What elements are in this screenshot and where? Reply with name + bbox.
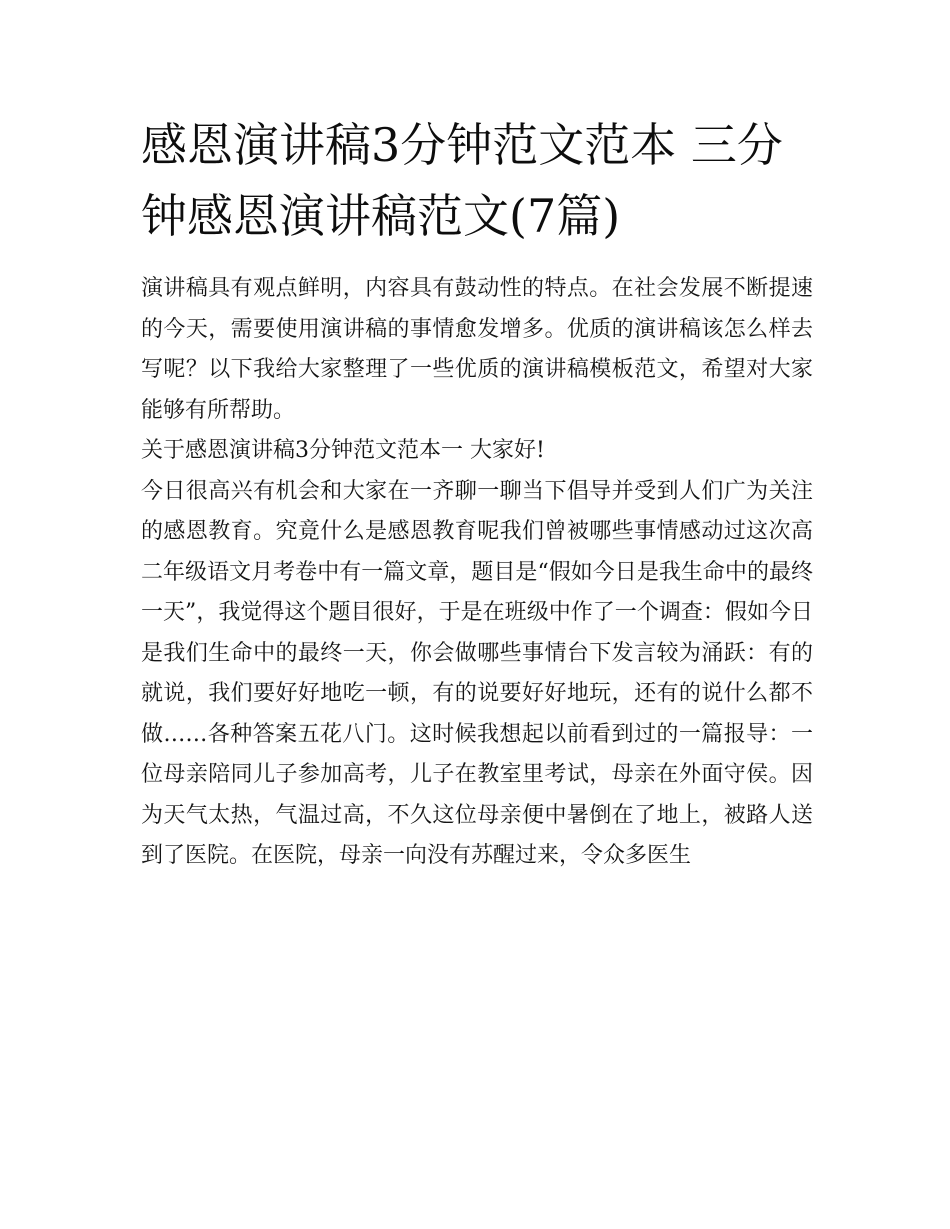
speech-body-paragraph: 今日很高兴有机会和大家在一齐聊一聊当下倡导并受到人们广为关注的感恩教育。究竟什么是感恩教育呢我们曾被哪些事情感动过这次高二年级语文月考卷中有一篇文章，题目是“假如今日是我生命中的最终一天”，我觉得这个题目很好，于是在班级中作了一个调查：假如今日是我们生命中的最终一天，你会做哪些事情台下发言较为涌跃：有的就说，我们要好好地吃一顿，有的说要好好地玩，还有的说什么都不做……各种答案五花八门。这时候我想起以前看到过的一篇报导：一位母亲陪同儿子参加高考，儿子在教室里考试，母亲在外面守侯。因为天气太热，气温过高，不久这位母亲便中暑倒在了地上，被路人送到了医院。在医院，母亲一向没有苏醒过来，令众多医生 bbox=[141, 478, 813, 868]
section-heading-paragraph: 关于感恩演讲稿3分钟范文范本一 大家好! bbox=[141, 438, 545, 463]
intro-paragraph: 演讲稿具有观点鲜明，内容具有鼓动性的特点。在社会发展不断提速的今天，需要使用演讲稿的事情愈发增多。优质的演讲稿该怎么样去写呢？以下我给大家整理了一些优质的演讲稿模板范文，希望对大家能够有所帮助。 bbox=[141, 276, 813, 423]
document-body bbox=[141, 110, 813, 877]
document-title: 感恩演讲稿3分钟范文范本 三分钟感恩演讲稿范文(7篇) bbox=[141, 118, 783, 243]
